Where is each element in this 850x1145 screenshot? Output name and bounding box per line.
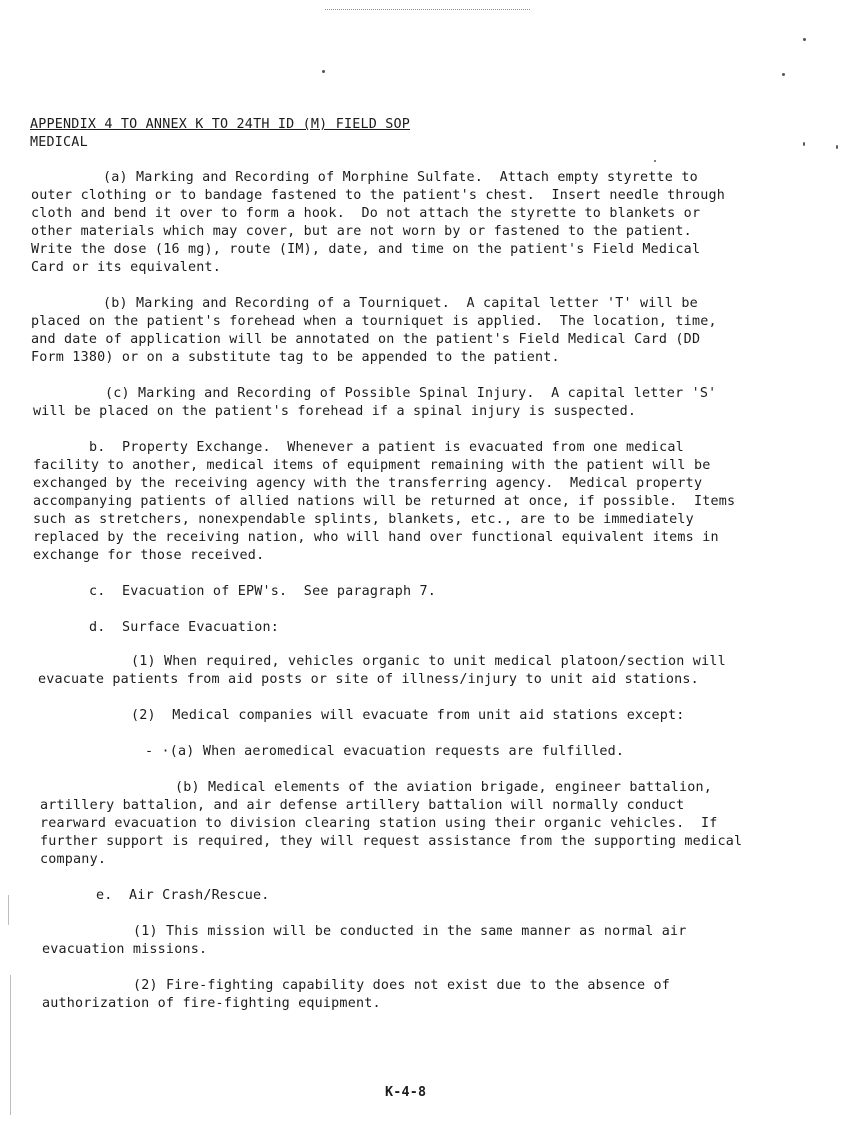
surface-2-line-1: (2) Medical companies will evacuate from unit aid stations except: bbox=[131, 708, 685, 723]
document-title: APPENDIX 4 TO ANNEX K TO 24TH ID (M) FIELD SOP bbox=[30, 117, 411, 132]
para-c-line-2: will be placed on the patient's forehead if a spinal injury is suspected. bbox=[33, 404, 637, 419]
surface-2b-line-3: rearward evacuation to division clearing station using their organic vehicles. If bbox=[40, 816, 718, 831]
para-a-line-5: Write the dose (16 mg), route (IM), date, and time on the patient's Field Medical bbox=[31, 242, 701, 257]
scan-speck bbox=[654, 160, 656, 162]
para-a-line-3: cloth and bend it over to form a hook. Do not attach the styrette to blankets or bbox=[31, 206, 701, 221]
scan-speck bbox=[803, 142, 805, 146]
document-subtitle: MEDICAL bbox=[30, 135, 88, 150]
property-exchange-line-5: such as stretchers, nonexpendable splints, blankets, etc., are to be immediately bbox=[33, 512, 694, 527]
air-crash-heading: e. Air Crash/Rescue. bbox=[96, 888, 270, 903]
para-b-line-3: and date of application will be annotated on the patient's Field Medical Card (DD bbox=[31, 332, 701, 347]
surface-2a-line-1: - ·(a) When aeromedical evacuation requests are fulfilled. bbox=[145, 744, 625, 759]
epw-evacuation-heading: c. Evacuation of EPW's. See paragraph 7. bbox=[89, 584, 436, 599]
surface-2b-line-4: further support is required, they will request assistance from the supporting medical bbox=[40, 834, 743, 849]
para-b-line-2: placed on the patient's forehead when a tourniquet is applied. The location, time, bbox=[31, 314, 717, 329]
para-a-line-4: other materials which may cover, but are not worn by or fastened to the patient. bbox=[31, 224, 692, 239]
margin-mark bbox=[10, 975, 11, 1115]
para-a-line-1: (a) Marking and Recording of Morphine Sulfate. Attach empty styrette to bbox=[103, 170, 698, 185]
surface-2b-line-5: company. bbox=[40, 852, 107, 867]
scan-speck bbox=[836, 145, 838, 149]
property-exchange-line-4: accompanying patients of allied nations will be returned at once, if possible. Items bbox=[33, 494, 736, 509]
page-number: K-4-8 bbox=[385, 1085, 427, 1100]
surface-1-line-2: evacuate patients from aid posts or site of illness/injury to unit aid stations. bbox=[38, 672, 699, 687]
para-b-line-4: Form 1380) or on a substitute tag to be appended to the patient. bbox=[31, 350, 560, 365]
property-exchange-line-6: replaced by the receiving nation, who will hand over functional equivalent items in bbox=[33, 530, 719, 545]
para-a-line-6: Card or its equivalent. bbox=[31, 260, 222, 275]
margin-mark bbox=[8, 895, 9, 925]
surface-1-line-1: (1) When required, vehicles organic to unit medical platoon/section will bbox=[131, 654, 726, 669]
property-exchange-line-2: facility to another, medical items of equipment remaining with the patient will be bbox=[33, 458, 711, 473]
scan-speck bbox=[782, 73, 785, 76]
property-exchange-line-3: exchanged by the receiving agency with the transferring agency. Medical property bbox=[33, 476, 703, 491]
air-crash-2-line-2: authorization of fire-fighting equipment. bbox=[42, 996, 381, 1011]
surface-2b-line-1: (b) Medical elements of the aviation brigade, engineer battalion, bbox=[175, 780, 713, 795]
air-crash-2-line-1: (2) Fire-fighting capability does not exist due to the absence of bbox=[133, 978, 671, 993]
property-exchange-line-1: b. Property Exchange. Whenever a patient is evacuated from one medical bbox=[89, 440, 684, 455]
scan-noise bbox=[325, 9, 530, 12]
air-crash-1-line-2: evacuation missions. bbox=[42, 942, 208, 957]
scan-speck bbox=[322, 70, 325, 73]
air-crash-1-line-1: (1) This mission will be conducted in the same manner as normal air bbox=[133, 924, 687, 939]
surface-2b-line-2: artillery battalion, and air defense artillery battalion will normally conduct bbox=[40, 798, 685, 813]
para-c-line-1: (c) Marking and Recording of Possible Spinal Injury. A capital letter 'S' bbox=[105, 386, 717, 401]
scan-speck bbox=[803, 38, 806, 41]
property-exchange-line-7: exchange for those received. bbox=[33, 548, 265, 563]
para-b-line-1: (b) Marking and Recording of a Tourniquet. A capital letter 'T' will be bbox=[103, 296, 698, 311]
surface-evacuation-heading: d. Surface Evacuation: bbox=[89, 620, 280, 635]
para-a-line-2: outer clothing or to bandage fastened to the patient's chest. Insert needle through bbox=[31, 188, 725, 203]
